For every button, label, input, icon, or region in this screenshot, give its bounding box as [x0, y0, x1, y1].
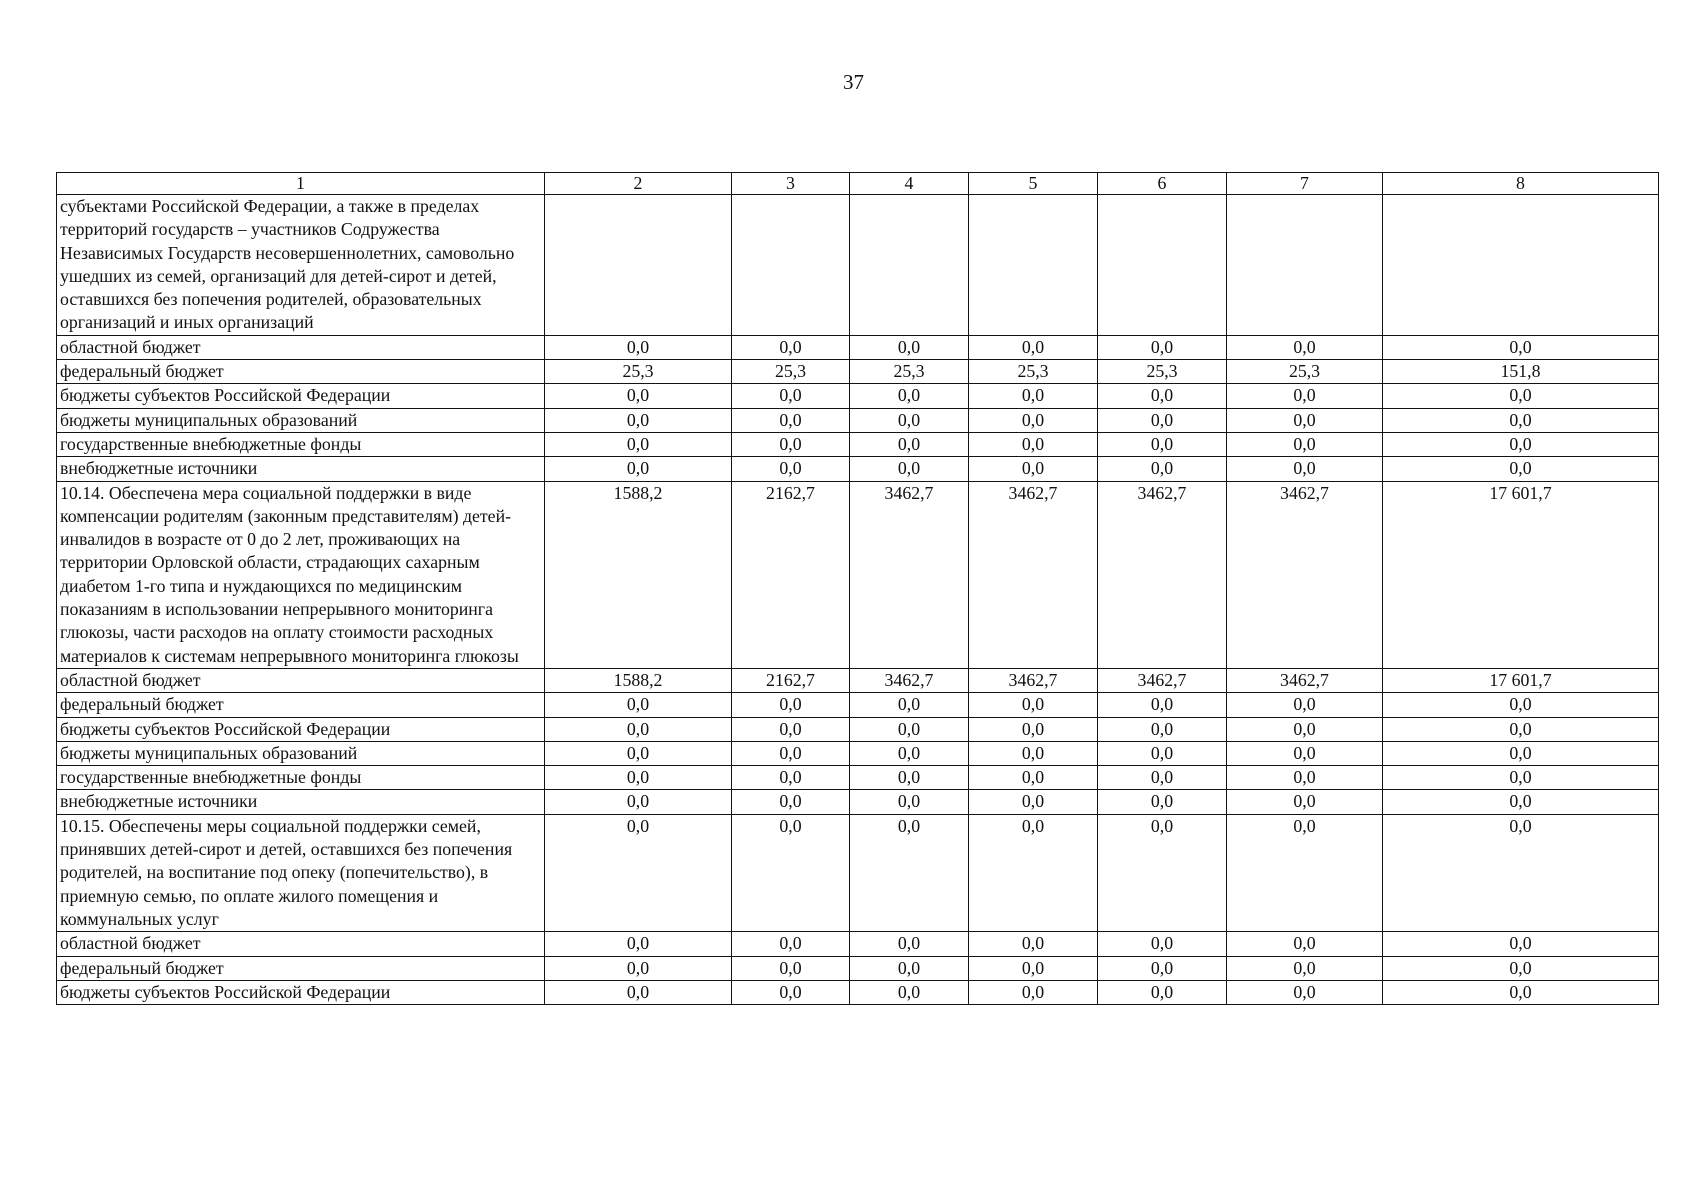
value-cell: 0,0 — [850, 408, 969, 432]
budget-source-row — [57, 668, 1659, 692]
value-cell: 0,0 — [732, 814, 850, 931]
value-cell: 0,0 — [850, 956, 969, 980]
value-cell: 0,0 — [969, 457, 1098, 481]
value-cell: 0,0 — [969, 335, 1098, 359]
value-cell: 0,0 — [1383, 814, 1659, 931]
value-cell: 0,0 — [850, 790, 969, 814]
column-number: 8 — [1383, 173, 1659, 195]
value-cell: 3462,7 — [850, 481, 969, 668]
value-cell: 0,0 — [1383, 717, 1659, 741]
budget-source-label: бюджеты субъектов Российской Федерации — [57, 384, 545, 408]
column-number: 6 — [1098, 173, 1227, 195]
budget-source-label: внебюджетные источники — [57, 457, 545, 481]
value-cell: 0,0 — [1383, 335, 1659, 359]
value-cell: 0,0 — [969, 932, 1098, 956]
column-number: 2 — [545, 173, 732, 195]
value-cell: 0,0 — [969, 980, 1098, 1004]
value-cell: 0,0 — [969, 766, 1098, 790]
value-cell: 3462,7 — [1098, 668, 1227, 692]
value-cell: 0,0 — [1098, 693, 1227, 717]
value-cell: 0,0 — [969, 956, 1098, 980]
value-cell: 0,0 — [732, 457, 850, 481]
value-cell: 0,0 — [1383, 980, 1659, 1004]
budget-source-label: государственные внебюджетные фонды — [57, 766, 545, 790]
value-cell: 0,0 — [1098, 932, 1227, 956]
column-number: 4 — [850, 173, 969, 195]
budget-source-label: бюджеты субъектов Российской Федерации — [57, 717, 545, 741]
value-cell: 0,0 — [1227, 693, 1383, 717]
value-cell: 0,0 — [732, 335, 850, 359]
budget-source-row — [57, 457, 1659, 481]
budget-source-label: бюджеты субъектов Российской Федерации — [57, 980, 545, 1004]
budget-table — [56, 172, 1659, 1005]
column-number: 1 — [57, 173, 545, 195]
value-cell: 0,0 — [850, 432, 969, 456]
value-cell: 0,0 — [545, 814, 732, 931]
measure-row — [57, 814, 1659, 931]
value-cell: 0,0 — [969, 814, 1098, 931]
value-cell: 0,0 — [732, 980, 850, 1004]
value-cell: 0,0 — [1383, 408, 1659, 432]
value-cell: 0,0 — [1098, 335, 1227, 359]
value-cell: 0,0 — [545, 384, 732, 408]
budget-source-row — [57, 408, 1659, 432]
value-cell: 0,0 — [1098, 408, 1227, 432]
value-cell: 0,0 — [850, 766, 969, 790]
value-cell: 1588,2 — [545, 668, 732, 692]
value-cell: 3462,7 — [850, 668, 969, 692]
value-cell: 3462,7 — [969, 668, 1098, 692]
value-cell: 0,0 — [1098, 956, 1227, 980]
value-cell: 0,0 — [850, 980, 969, 1004]
value-cell: 0,0 — [1383, 741, 1659, 765]
value-cell: 0,0 — [1383, 432, 1659, 456]
value-cell: 0,0 — [1227, 384, 1383, 408]
value-cell: 0,0 — [1098, 717, 1227, 741]
value-cell: 0,0 — [1098, 384, 1227, 408]
value-cell: 151,8 — [1383, 360, 1659, 384]
value-cell: 0,0 — [1227, 980, 1383, 1004]
budget-source-row — [57, 980, 1659, 1004]
value-cell: 0,0 — [850, 741, 969, 765]
value-cell: 0,0 — [1098, 432, 1227, 456]
column-number: 5 — [969, 173, 1098, 195]
value-cell — [969, 195, 1098, 336]
value-cell: 0,0 — [1098, 457, 1227, 481]
value-cell: 0,0 — [969, 432, 1098, 456]
value-cell: 0,0 — [1098, 766, 1227, 790]
value-cell: 3462,7 — [1227, 668, 1383, 692]
value-cell: 0,0 — [1383, 790, 1659, 814]
measure-description: 10.15. Обеспечены меры социальной поддержки семей, принявших детей-сирот и детей, оставшихся без попечения родителей, на воспитание под опеку (попечительство), в приемную семью, по оплате жилого помещения и коммунальных услуг — [57, 814, 545, 931]
budget-source-label: областной бюджет — [57, 668, 545, 692]
value-cell: 0,0 — [1383, 956, 1659, 980]
value-cell: 0,0 — [732, 432, 850, 456]
value-cell: 0,0 — [545, 980, 732, 1004]
value-cell: 0,0 — [969, 384, 1098, 408]
value-cell: 0,0 — [850, 335, 969, 359]
value-cell: 0,0 — [969, 717, 1098, 741]
value-cell: 0,0 — [1227, 335, 1383, 359]
value-cell: 0,0 — [1383, 932, 1659, 956]
budget-source-label: федеральный бюджет — [57, 693, 545, 717]
value-cell — [1383, 195, 1659, 336]
value-cell: 0,0 — [1227, 790, 1383, 814]
value-cell — [1227, 195, 1383, 336]
budget-source-row — [57, 360, 1659, 384]
value-cell: 0,0 — [850, 693, 969, 717]
budget-source-row — [57, 335, 1659, 359]
value-cell: 0,0 — [732, 384, 850, 408]
value-cell: 0,0 — [1098, 790, 1227, 814]
budget-source-row — [57, 693, 1659, 717]
value-cell: 0,0 — [1227, 766, 1383, 790]
value-cell: 0,0 — [732, 932, 850, 956]
budget-source-label: бюджеты муниципальных образований — [57, 408, 545, 432]
value-cell — [732, 195, 850, 336]
value-cell: 0,0 — [850, 457, 969, 481]
value-cell: 0,0 — [545, 457, 732, 481]
value-cell: 0,0 — [1227, 956, 1383, 980]
value-cell: 0,0 — [545, 741, 732, 765]
value-cell: 0,0 — [545, 717, 732, 741]
value-cell — [545, 195, 732, 336]
budget-source-label: областной бюджет — [57, 932, 545, 956]
value-cell: 0,0 — [1227, 457, 1383, 481]
value-cell: 0,0 — [732, 741, 850, 765]
value-cell: 0,0 — [545, 335, 732, 359]
value-cell: 0,0 — [1227, 741, 1383, 765]
budget-source-label: внебюджетные источники — [57, 790, 545, 814]
measure-row — [57, 481, 1659, 668]
value-cell: 0,0 — [969, 693, 1098, 717]
value-cell: 0,0 — [545, 766, 732, 790]
value-cell: 17 601,7 — [1383, 481, 1659, 668]
value-cell: 0,0 — [850, 932, 969, 956]
column-number: 3 — [732, 173, 850, 195]
budget-source-row — [57, 932, 1659, 956]
column-number-row — [57, 173, 1659, 195]
value-cell: 25,3 — [732, 360, 850, 384]
value-cell: 0,0 — [1098, 980, 1227, 1004]
value-cell: 25,3 — [545, 360, 732, 384]
column-number: 7 — [1227, 173, 1383, 195]
value-cell: 0,0 — [850, 814, 969, 931]
value-cell: 0,0 — [732, 717, 850, 741]
table-body — [57, 195, 1659, 1005]
value-cell: 0,0 — [545, 956, 732, 980]
value-cell: 0,0 — [732, 766, 850, 790]
budget-source-row — [57, 956, 1659, 980]
budget-source-row — [57, 717, 1659, 741]
budget-source-row — [57, 741, 1659, 765]
budget-source-row — [57, 790, 1659, 814]
value-cell: 1588,2 — [545, 481, 732, 668]
budget-source-label: федеральный бюджет — [57, 360, 545, 384]
value-cell: 0,0 — [1098, 741, 1227, 765]
value-cell: 25,3 — [969, 360, 1098, 384]
budget-source-row — [57, 432, 1659, 456]
budget-source-label: государственные внебюджетные фонды — [57, 432, 545, 456]
budget-source-row — [57, 384, 1659, 408]
value-cell: 0,0 — [969, 741, 1098, 765]
value-cell: 0,0 — [969, 408, 1098, 432]
value-cell: 0,0 — [1227, 814, 1383, 931]
value-cell — [850, 195, 969, 336]
value-cell: 2162,7 — [732, 668, 850, 692]
value-cell: 25,3 — [1227, 360, 1383, 384]
value-cell: 0,0 — [1383, 766, 1659, 790]
value-cell: 0,0 — [969, 790, 1098, 814]
value-cell: 0,0 — [850, 384, 969, 408]
value-cell: 0,0 — [545, 408, 732, 432]
value-cell — [1098, 195, 1227, 336]
value-cell: 3462,7 — [1227, 481, 1383, 668]
value-cell: 17 601,7 — [1383, 668, 1659, 692]
value-cell: 0,0 — [545, 932, 732, 956]
value-cell: 0,0 — [1227, 717, 1383, 741]
value-cell: 0,0 — [1383, 384, 1659, 408]
value-cell: 2162,7 — [732, 481, 850, 668]
measure-description: 10.14. Обеспечена мера социальной поддержки в виде компенсации родителям (законным представителям) детей-инвалидов в возрасте от 0 до 2 лет, проживающих на территории Орловской области, страдающих сахарным диабетом 1-го типа и нуждающихся по медицинским показаниям в использовании непрерывного мониторинга глюкозы, части расходов на оплату стоимости расходных материалов к системам непрерывного мониторинга глюкозы — [57, 481, 545, 668]
value-cell: 0,0 — [1383, 457, 1659, 481]
budget-source-row — [57, 766, 1659, 790]
value-cell: 0,0 — [1383, 693, 1659, 717]
value-cell: 0,0 — [732, 956, 850, 980]
value-cell: 3462,7 — [969, 481, 1098, 668]
value-cell: 0,0 — [732, 693, 850, 717]
value-cell: 0,0 — [732, 408, 850, 432]
value-cell: 0,0 — [1227, 432, 1383, 456]
value-cell: 25,3 — [850, 360, 969, 384]
value-cell: 0,0 — [545, 432, 732, 456]
value-cell: 25,3 — [1098, 360, 1227, 384]
budget-source-label: областной бюджет — [57, 335, 545, 359]
measure-row — [57, 195, 1659, 336]
value-cell: 0,0 — [1098, 814, 1227, 931]
value-cell: 0,0 — [850, 717, 969, 741]
value-cell: 0,0 — [545, 790, 732, 814]
value-cell: 3462,7 — [1098, 481, 1227, 668]
value-cell: 0,0 — [545, 693, 732, 717]
value-cell: 0,0 — [1227, 932, 1383, 956]
measure-description: субъектами Российской Федерации, а также в пределах территорий государств – участников Содружества Независимых Государств несовершеннолетних, самовольно ушедших из семей, организаций для детей-сирот и детей, оставшихся без попечения родителей, образовательных организаций и иных организаций — [57, 195, 545, 336]
budget-source-label: бюджеты муниципальных образований — [57, 741, 545, 765]
value-cell: 0,0 — [732, 790, 850, 814]
budget-source-label: федеральный бюджет — [57, 956, 545, 980]
value-cell: 0,0 — [1227, 408, 1383, 432]
page-number: 37 — [843, 70, 864, 94]
